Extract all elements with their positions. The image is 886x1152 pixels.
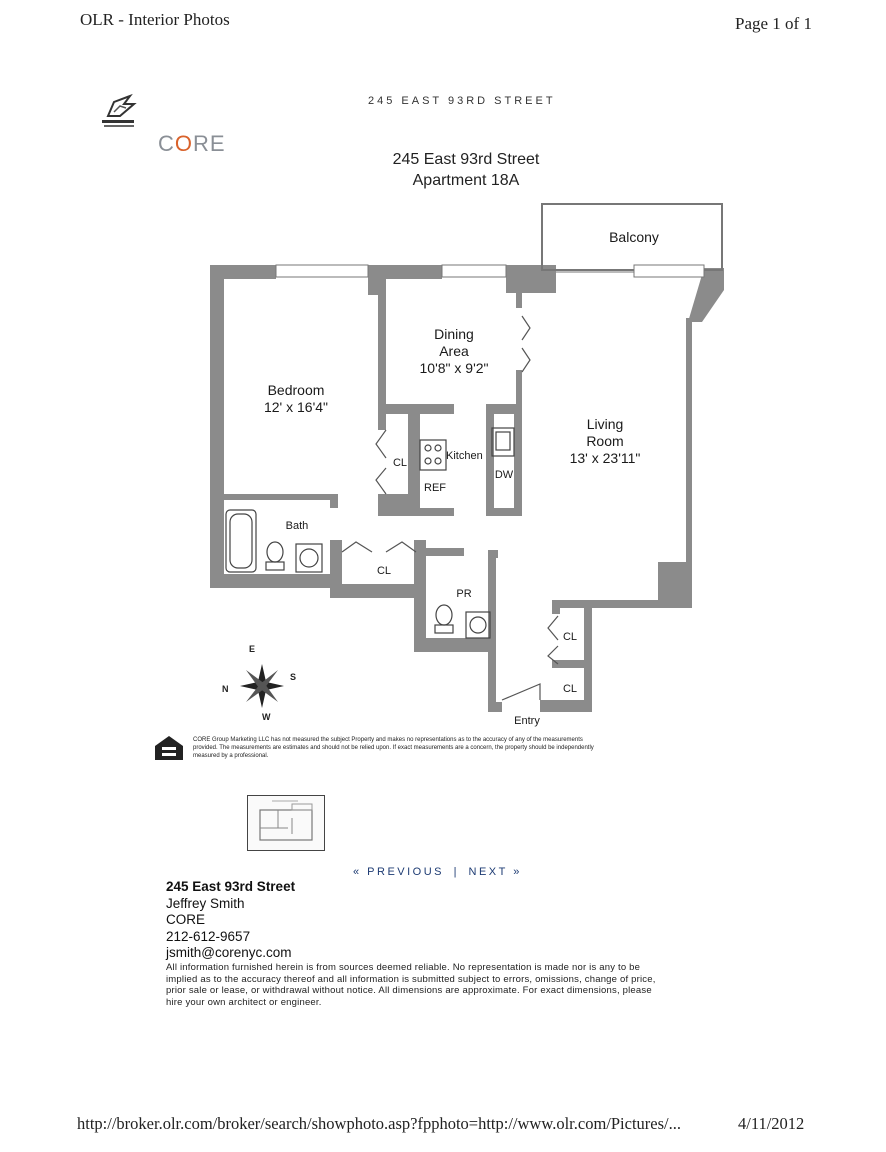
wall <box>488 550 496 712</box>
wall <box>488 550 498 558</box>
wall <box>584 600 592 712</box>
wall <box>368 265 442 279</box>
living-room-label: Living Room 13' x 23'11" <box>560 416 650 467</box>
wall <box>378 278 386 408</box>
powder-room-toilet-tank <box>435 625 453 633</box>
contact-block <box>166 879 295 962</box>
compass-south-label: S <box>290 672 297 682</box>
kitchen-label: Kitchen <box>446 450 483 462</box>
stove <box>420 440 446 470</box>
photo-navigation <box>353 866 522 878</box>
dining-area-label: Dining Area 10'8" x 9'2" <box>412 326 496 377</box>
wall <box>412 508 454 516</box>
bedroom-dimensions: 12' x 16'4" <box>263 399 329 415</box>
stove-burner <box>435 445 441 451</box>
living-room-dimensions: 13' x 23'11" <box>569 450 641 466</box>
wall <box>514 404 522 516</box>
door-swing <box>376 468 386 494</box>
compass-north-label: N <box>222 684 229 694</box>
window <box>634 265 704 277</box>
dishwasher-label: DW <box>494 469 514 481</box>
entry-closet-label: CL <box>562 631 578 643</box>
wall <box>414 548 464 556</box>
compass <box>240 664 284 708</box>
door-swing <box>522 348 530 372</box>
wall <box>414 540 426 652</box>
kitchen-sink-basin <box>496 432 510 450</box>
core-logo: CORE <box>158 131 226 156</box>
balcony-label: Balcony <box>609 229 659 245</box>
wall <box>540 700 592 712</box>
entry-label: Entry <box>514 715 540 727</box>
entry-door-swing <box>502 684 540 700</box>
toilet <box>267 542 283 562</box>
dining-area-dimensions: 10'8" x 9'2" <box>419 360 489 376</box>
next-link[interactable]: NEXT » <box>468 866 522 878</box>
floorplan-thumbnail[interactable] <box>247 795 325 851</box>
contact-company: CORE <box>166 912 206 927</box>
wall <box>488 702 502 712</box>
wall <box>686 318 692 568</box>
contact-name: Jeffrey Smith <box>166 895 245 911</box>
wall <box>330 584 416 598</box>
floorplan-thumbnail-image <box>248 796 324 850</box>
page-header-title: OLR - Interior Photos <box>80 10 230 29</box>
previous-link[interactable]: « PREVIOUS <box>353 866 445 878</box>
wall <box>516 278 522 308</box>
window <box>276 265 368 277</box>
footer-date: 4/11/2012 <box>738 1114 805 1133</box>
bath-label: Bath <box>285 520 309 532</box>
wall <box>378 404 386 430</box>
footer-url: http://broker.olr.com/broker/search/showphoto.asp?fpphoto=http://www.olr.com/Pictures/... <box>77 1114 681 1133</box>
wall <box>330 494 338 508</box>
door-swing <box>376 430 386 458</box>
door-swing <box>548 616 558 640</box>
bedroom-label: Bedroom 12' x 16'4" <box>248 382 344 416</box>
powder-room-sink-bowl <box>470 617 486 633</box>
contact-email[interactable]: jsmith@corenyc.com <box>166 945 292 960</box>
powder-room-toilet <box>436 605 452 625</box>
measurement-note: CORE Group Marketing LLC has not measured the subject Property and makes no representations as to the accuracy of any of the measurements provided. The measurements are estimates and should not be relied upon. If exact measurements are a concern, the property should be independently measured by a professional. <box>193 737 594 759</box>
bath-sink-bowl <box>300 549 318 567</box>
contact-address: 245 East 93rd Street <box>166 879 296 894</box>
refrigerator-label: REF <box>424 482 446 494</box>
floorplan-address: 245 East 93rd Street <box>392 151 540 168</box>
bathtub-basin <box>230 514 252 568</box>
window <box>442 265 506 277</box>
equal-housing-icon <box>152 734 186 762</box>
wall <box>412 404 420 516</box>
stove-burner <box>425 458 431 464</box>
wall <box>210 574 342 588</box>
compass-east-label: E <box>249 644 256 654</box>
page-number: Page 1 of 1 <box>735 14 812 33</box>
wall <box>210 265 224 587</box>
wall <box>516 370 522 410</box>
hall-closet-label: CL <box>376 565 392 577</box>
disclaimer: All information furnished herein is from sources deemed reliable. No representation is made nor is any to be implied as to the accuracy thereof and all information is submitted subject to errors, omissions, change of price, prior sale or lease, or withdrawal without notice. All dimensions are approximate. For exact dimensions, please hire your own architect or engineer. <box>166 962 656 1008</box>
powder-room-label: PR <box>456 588 472 600</box>
bedroom-closet-label: CL <box>392 457 408 469</box>
floorplan-apartment: Apartment 18A <box>412 172 520 189</box>
stove-burner <box>435 458 441 464</box>
entry-closet-2-label: CL <box>562 683 578 695</box>
wall <box>414 638 496 652</box>
wall <box>552 600 692 608</box>
door-swing <box>386 542 416 552</box>
nav-separator: | <box>453 866 459 878</box>
compass-west-label: W <box>262 712 271 722</box>
toilet-tank <box>266 562 284 570</box>
door-swing <box>522 316 530 340</box>
wall <box>210 265 276 279</box>
wall <box>552 600 560 614</box>
wall <box>658 562 692 606</box>
contact-phone: 212-612-9657 <box>166 928 251 944</box>
door-swing <box>342 542 372 552</box>
stove-burner <box>425 445 431 451</box>
wall <box>224 494 336 500</box>
building-address-heading: 245 EAST 93RD STREET <box>368 95 556 107</box>
